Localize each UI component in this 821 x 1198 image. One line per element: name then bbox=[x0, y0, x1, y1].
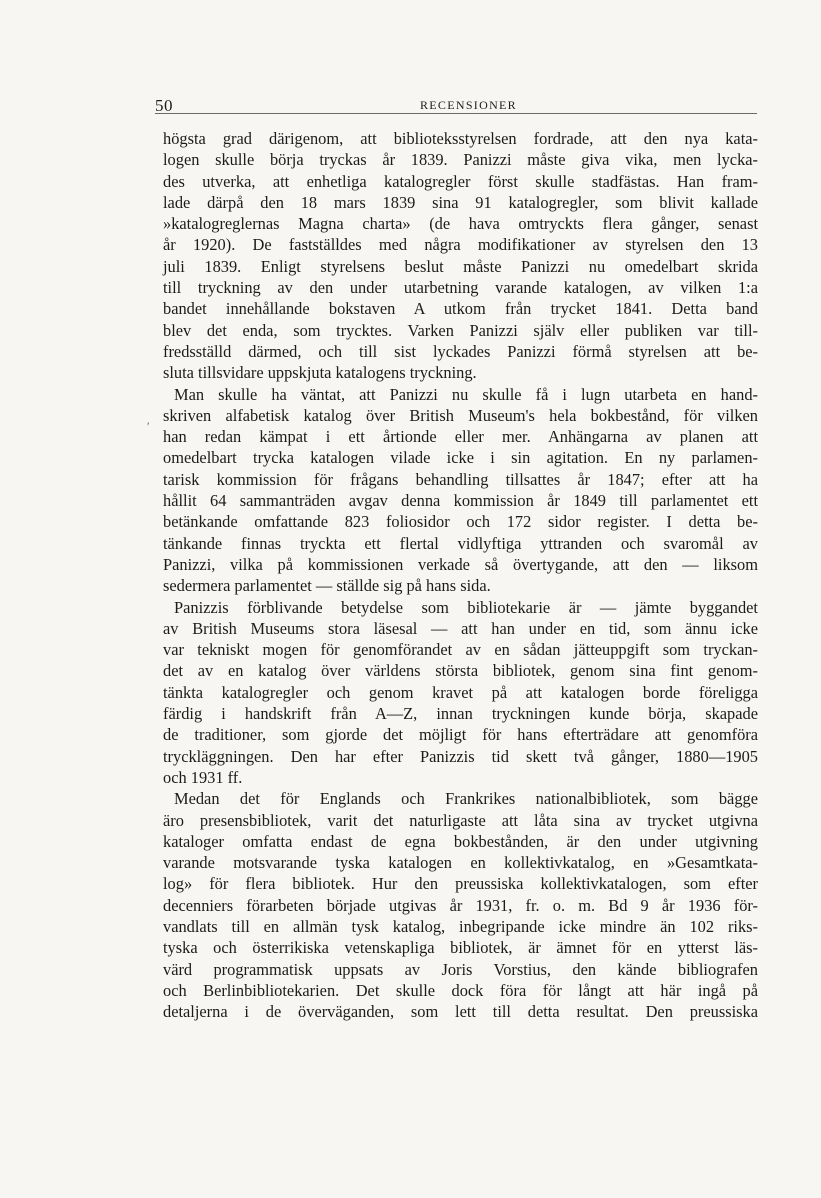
header-rule bbox=[155, 113, 757, 114]
text-line: av British Museums stora läsesal — att han under en tid, som ännu icke bbox=[163, 618, 758, 638]
text-line: Panizzi, vilka på kommissionen verkade så övertygande, att den — liksom bbox=[163, 554, 758, 574]
text-line: äro presensbibliotek, varit det naturligaste att låta sina av trycket utgivna bbox=[163, 810, 758, 830]
text-line: värd programmatisk uppsats av Joris Vorstius, den kände bibliografen bbox=[163, 959, 758, 979]
text-line: tarisk kommission för frågans behandling tillsattes år 1847; efter att ha bbox=[163, 469, 758, 489]
text-line: bandet innehållande bokstaven A utkom från trycket 1841. Detta band bbox=[163, 299, 758, 319]
text-line: var tekniskt mogen för genomförandet av en sådan jätteuppgift som tryckan- bbox=[163, 640, 758, 660]
text-line: Medan det för Englands och Frankrikes nationalbibliotek, som bägge bbox=[174, 789, 758, 809]
text-line: sluta tillsvidare uppskjuta katalogens tryckning. bbox=[163, 363, 477, 383]
text-line: det av en katalog över världens största bibliotek, genom sina fint genom- bbox=[163, 661, 758, 681]
text-line: de traditioner, som gjorde det möjligt för hans efterträdare att genomföra bbox=[163, 725, 758, 745]
text-line: han redan kämpat i ett årtionde eller mer. Anhängarna av planen att bbox=[163, 427, 758, 447]
text-line: detaljerna i de överväganden, som lett till detta resultat. Den preussiska bbox=[163, 1002, 758, 1022]
text-line: och 1931 ff. bbox=[163, 767, 243, 787]
page-number: 50 bbox=[155, 96, 173, 115]
text-line: des utverka, att enhetliga katalogregler först skulle stadfästas. Han fram- bbox=[163, 171, 758, 191]
text-line: decenniers förarbeten började utgivas år 1931, fr. o. m. Bd 9 år 1936 för- bbox=[163, 895, 758, 915]
text-line: blev det enda, som trycktes. Varken Panizzi själv eller publiken var till- bbox=[163, 320, 758, 340]
page-header bbox=[155, 96, 757, 116]
text-line: vandlats till en allmän tysk katalog, inbegripande icke mindre än 102 riks- bbox=[163, 916, 758, 936]
text-line: hållit 64 sammanträden avgav denna kommission år 1849 till parlamentet ett bbox=[163, 491, 758, 511]
text-line: år 1920). De fastställdes med några modifikationer av styrelsen den 13 bbox=[163, 235, 758, 255]
running-head: RECENSIONER bbox=[420, 98, 517, 112]
text-line: skriven alfabetisk katalog över British Museum's hela bokbestånd, för vilken bbox=[163, 405, 758, 425]
text-line: log» för flera bibliotek. Hur den preussiska kollektivkatalogen, som efter bbox=[163, 874, 758, 894]
text-line: färdig i handskrift från A—Z, innan tryckningen kunde börja, skapade bbox=[163, 704, 758, 724]
text-line: logen skulle börja tryckas år 1839. Panizzi måste giva vika, men lycka- bbox=[163, 150, 758, 170]
text-line: tänkta katalogregler och genom kravet på att katalogen borde föreligga bbox=[163, 682, 758, 702]
text-line: »katalogreglernas Magna charta» (de hava omtryckts flera gånger, senast bbox=[163, 214, 758, 234]
text-line: Panizzis förblivande betydelse som bibliotekarie är — jämte byggandet bbox=[174, 597, 758, 617]
body-text bbox=[163, 128, 758, 1022]
text-line: högsta grad därigenom, att biblioteksstyrelsen fordrade, att den nya kata- bbox=[163, 129, 758, 148]
text-line: lade därpå den 18 mars 1839 sina 91 katalogregler, som blivit kallade bbox=[163, 192, 758, 212]
text-line: tyska och österrikiska vetenskapliga bibliotek, är ämnet för en ytterst läs- bbox=[163, 938, 758, 958]
text-line: omedelbart trycka katalogen vilade icke i sin agitation. En ny parlamen- bbox=[163, 448, 758, 468]
margin-mark: ′ bbox=[147, 419, 150, 433]
text-line: betänkande omfattande 823 foliosidor och 172 sidor register. I detta be- bbox=[163, 512, 758, 532]
text-line: juli 1839. Enligt styrelsens beslut måste Panizzi nu omedelbart skrida bbox=[163, 256, 758, 276]
text-line: fredsställd därmed, och till sist lyckades Panizzi förmå styrelsen att be- bbox=[163, 341, 758, 361]
text-line: Man skulle ha väntat, att Panizzi nu skulle få i lugn utarbeta en hand- bbox=[174, 384, 758, 404]
text-line: sedermera parlamentet — ställde sig på hans sida. bbox=[163, 576, 491, 596]
text-line: och Berlinbibliotekarien. Det skulle dock föra för långt att här ingå på bbox=[163, 980, 758, 1000]
text-line: till tryckning av den under utarbetning varande katalogen, av vilken 1:a bbox=[163, 278, 758, 298]
text-line: varande motsvarande tyska katalogen en kollektivkatalog, en »Gesamtkata- bbox=[163, 853, 758, 873]
text-line: tryckläggningen. Den har efter Panizzis tid skett två gånger, 1880—1905 bbox=[163, 746, 758, 766]
text-line: kataloger omfatta endast de egna bokbestånden, är den under utgivning bbox=[163, 831, 758, 851]
text-line: tänkande finnas tryckta ett flertal vidlyftiga yttranden och svaromål av bbox=[163, 533, 758, 553]
